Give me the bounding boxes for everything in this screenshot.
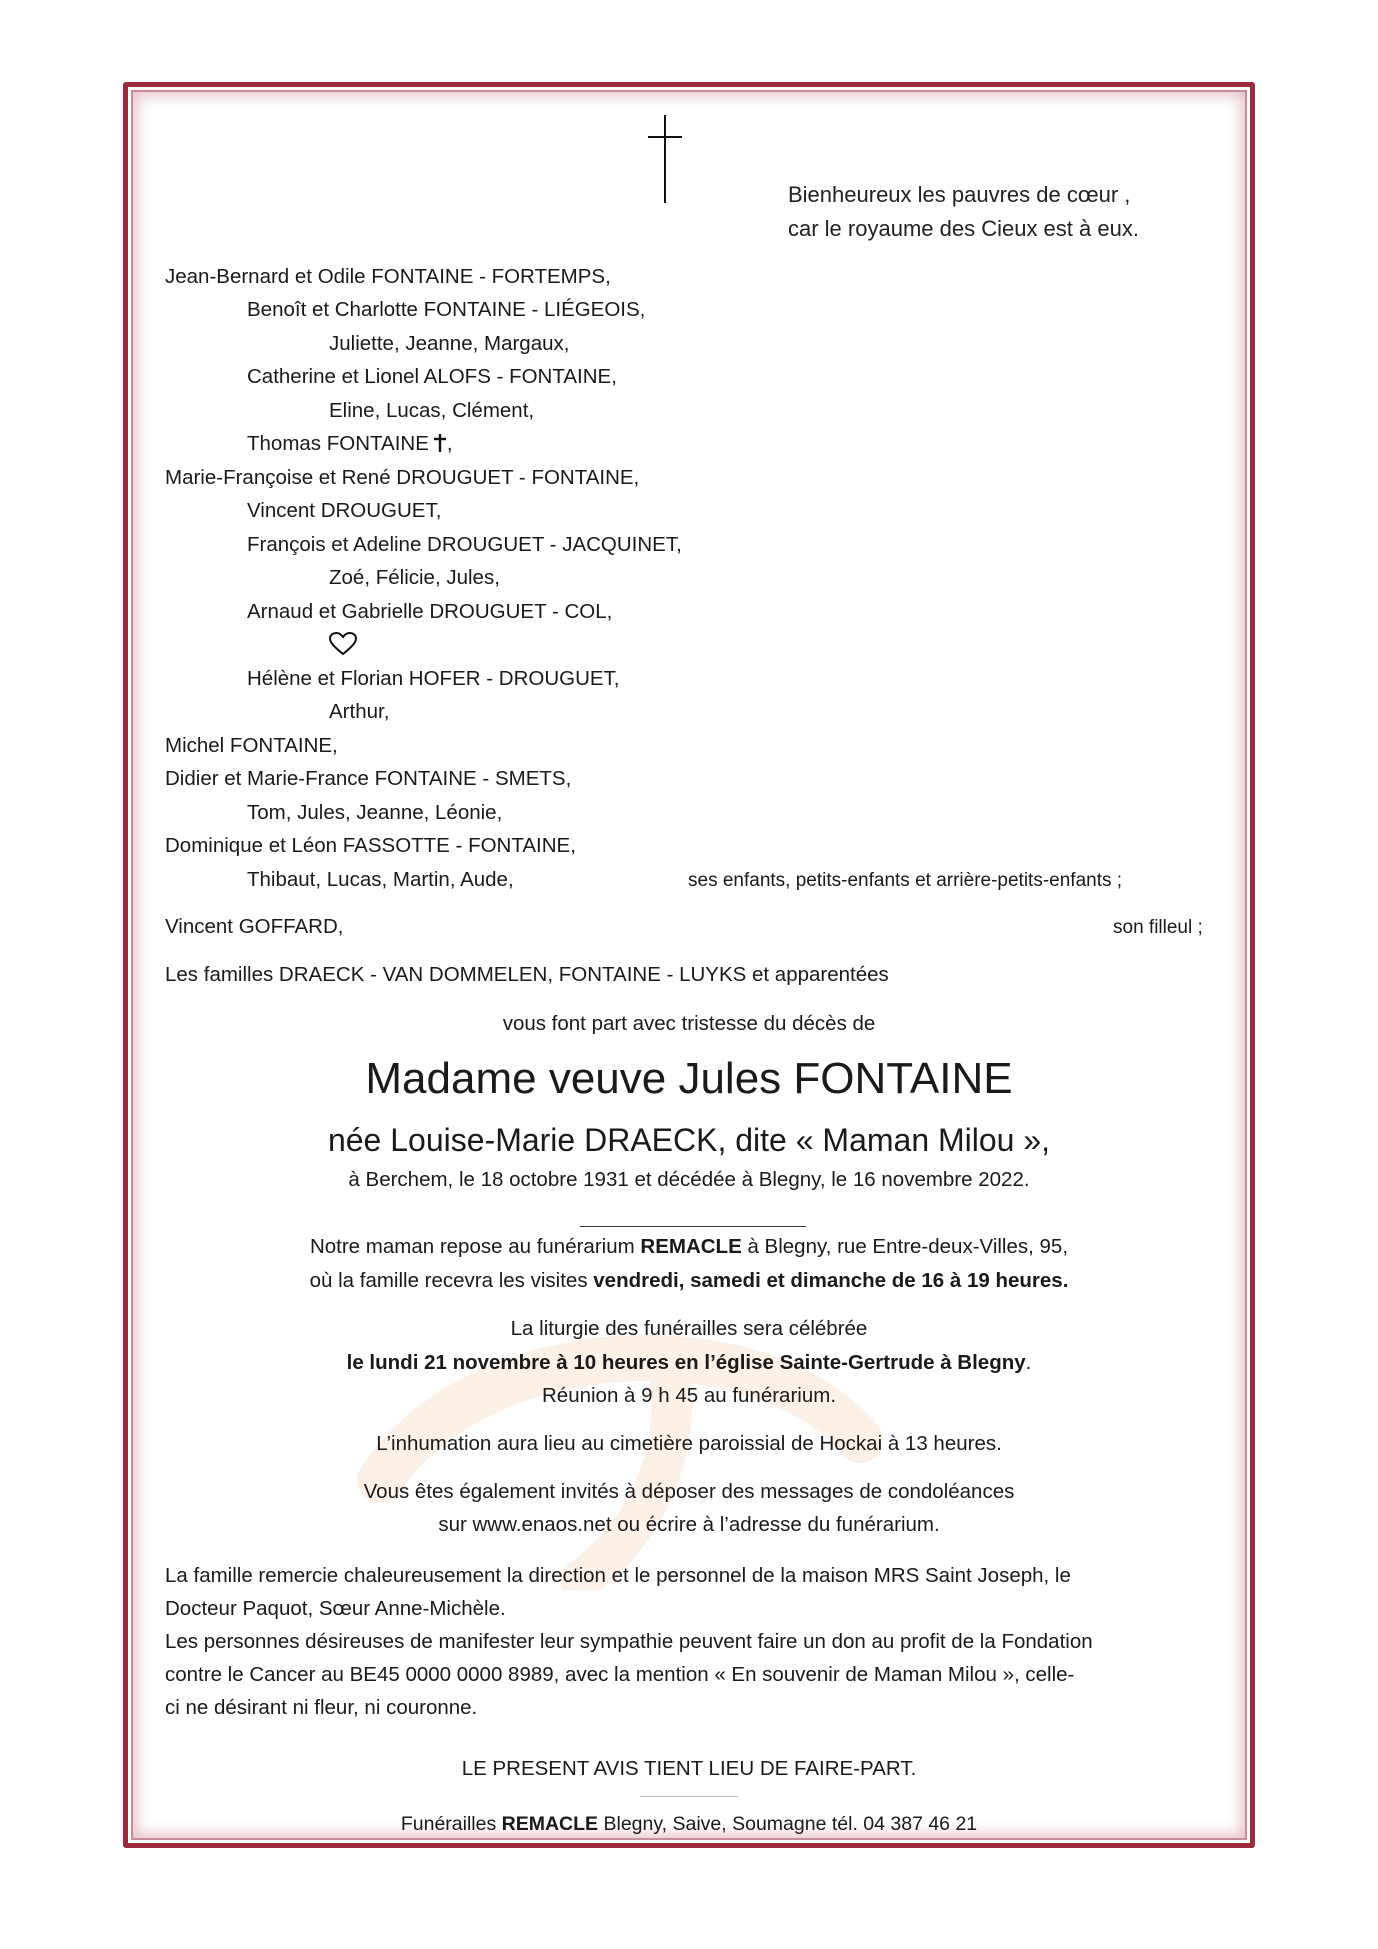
visits-schedule: vendredi, samedi et dimanche de 16 à 19 heures.	[593, 1269, 1069, 1292]
footer-brand: REMACLE	[501, 1813, 599, 1835]
family-line: Jean-Bernard et Odile FONTAINE - FORTEMPS,	[165, 265, 611, 288]
family-line: Les familles DRAECK - VAN DOMMELEN, FONTAINE - LUYKS et apparentées	[165, 963, 889, 986]
verse-line-1: Bienheureux les pauvres de cœur ,	[788, 182, 1131, 207]
small-cross-icon	[433, 434, 447, 452]
family-line: Vincent GOFFARD,	[165, 915, 344, 938]
family-line: Vincent DROUGUET,	[247, 499, 442, 522]
condolences-line-1: Vous êtes également invités à déposer des messages de condoléances	[363, 1480, 1015, 1503]
footer-line	[131, 1811, 1247, 1837]
thanks-line: contre le Cancer au BE45 0000 0000 8989, avec la mention « En souvenir de Maman Milou », celle-	[165, 1663, 1075, 1686]
verse-line-2: car le royaume des Cieux est à eux.	[788, 216, 1139, 241]
family-line: Eline, Lucas, Clément,	[329, 399, 535, 422]
liturgy-line-2	[131, 1350, 1247, 1376]
family-line-deceased	[247, 431, 453, 457]
thanks-line: Docteur Paquot, Sœur Anne-Michèle.	[165, 1597, 506, 1620]
family-line: Michel FONTAINE,	[165, 734, 338, 757]
thanks-line: Les personnes désireuses de manifester leur sympathie peuvent faire un don au profit de la Fondation	[165, 1630, 1093, 1653]
family-line: Arnaud et Gabrielle DROUGUET - COL,	[247, 600, 613, 623]
liturgy-end: .	[1025, 1351, 1032, 1374]
thanks-paragraph	[165, 1559, 1215, 1724]
liturgy-date: le lundi 21 novembre à 10 heures en l’église Sainte-Gertrude à Blegny	[346, 1351, 1026, 1374]
family-name: Thomas FONTAINE	[247, 432, 429, 455]
notice-line: LE PRESENT AVIS TIENT LIEU DE FAIRE-PART.	[461, 1757, 917, 1780]
visits-line-2	[131, 1268, 1247, 1294]
family-line: Thibaut, Lucas, Martin, Aude,	[247, 868, 514, 891]
family-suffix: ,	[446, 432, 453, 455]
deceased-name: Madame veuve Jules FONTAINE	[365, 1054, 1013, 1103]
family-line: Zoé, Félicie, Jules,	[329, 566, 500, 589]
family-line: Marie-Françoise et René DROUGUET - FONTAINE,	[165, 466, 640, 489]
relation-children: ses enfants, petits-enfants et arrière-petits-enfants ;	[688, 870, 1123, 891]
liturgy-line-3: Réunion à 9 h 45 au funérarium.	[541, 1384, 837, 1407]
footer-separator	[640, 1796, 738, 1797]
deceased-birth-name: née Louise-Marie DRAECK, dite « Maman Milou »,	[327, 1122, 1051, 1158]
visits-address: à Blegny, rue Entre-deux-Villes, 95,	[741, 1235, 1069, 1258]
family-line: Catherine et Lionel ALOFS - FONTAINE,	[247, 365, 617, 388]
family-line: Arthur,	[329, 700, 390, 723]
family-line: Tom, Jules, Jeanne, Léonie,	[247, 801, 503, 824]
thanks-line: ci ne désirant ni fleur, ni couronne.	[165, 1696, 478, 1719]
bible-verse	[788, 178, 1139, 246]
family-line: Dominique et Léon FASSOTTE - FONTAINE,	[165, 834, 576, 857]
heart-icon	[329, 632, 357, 656]
visits-line-1	[131, 1234, 1247, 1260]
burial-line: L’inhumation aura lieu au cimetière paroissial de Hockai à 13 heures.	[376, 1432, 1002, 1455]
family-line: Benoît et Charlotte FONTAINE - LIÉGEOIS,	[247, 298, 646, 321]
condolences-line-2: sur www.enaos.net ou écrire à l’adresse du funérarium.	[438, 1513, 940, 1536]
cross-icon	[648, 115, 682, 203]
footer-contact: Blegny, Saive, Soumagne tél. 04 387 46 21	[598, 1813, 978, 1835]
family-line: Didier et Marie-France FONTAINE - SMETS,	[165, 767, 572, 790]
family-line: François et Adeline DROUGUET - JACQUINET,	[247, 533, 682, 556]
thanks-line: La famille remercie chaleureusement la direction et le personnel de la maison MRS Saint Joseph, le	[165, 1564, 1071, 1587]
deceased-dates: à Berchem, le 18 octobre 1931 et décédée à Blegny, le 16 novembre 2022.	[348, 1168, 1030, 1191]
footer-text: Funérailles	[400, 1813, 502, 1835]
visits-text: où la famille recevra les visites	[309, 1269, 594, 1292]
separator-line	[580, 1226, 806, 1227]
family-line: Juliette, Jeanne, Margaux,	[329, 332, 570, 355]
liturgy-line-1: La liturgie des funérailles sera célébrée	[510, 1317, 868, 1340]
relation-godson: son filleul ;	[1113, 917, 1203, 938]
funeral-home-name: REMACLE	[640, 1235, 742, 1258]
visits-text: Notre maman repose au funérarium	[309, 1235, 641, 1258]
announce-line: vous font part avec tristesse du décès de	[502, 1012, 876, 1035]
family-line: Hélène et Florian HOFER - DROUGUET,	[247, 667, 620, 690]
